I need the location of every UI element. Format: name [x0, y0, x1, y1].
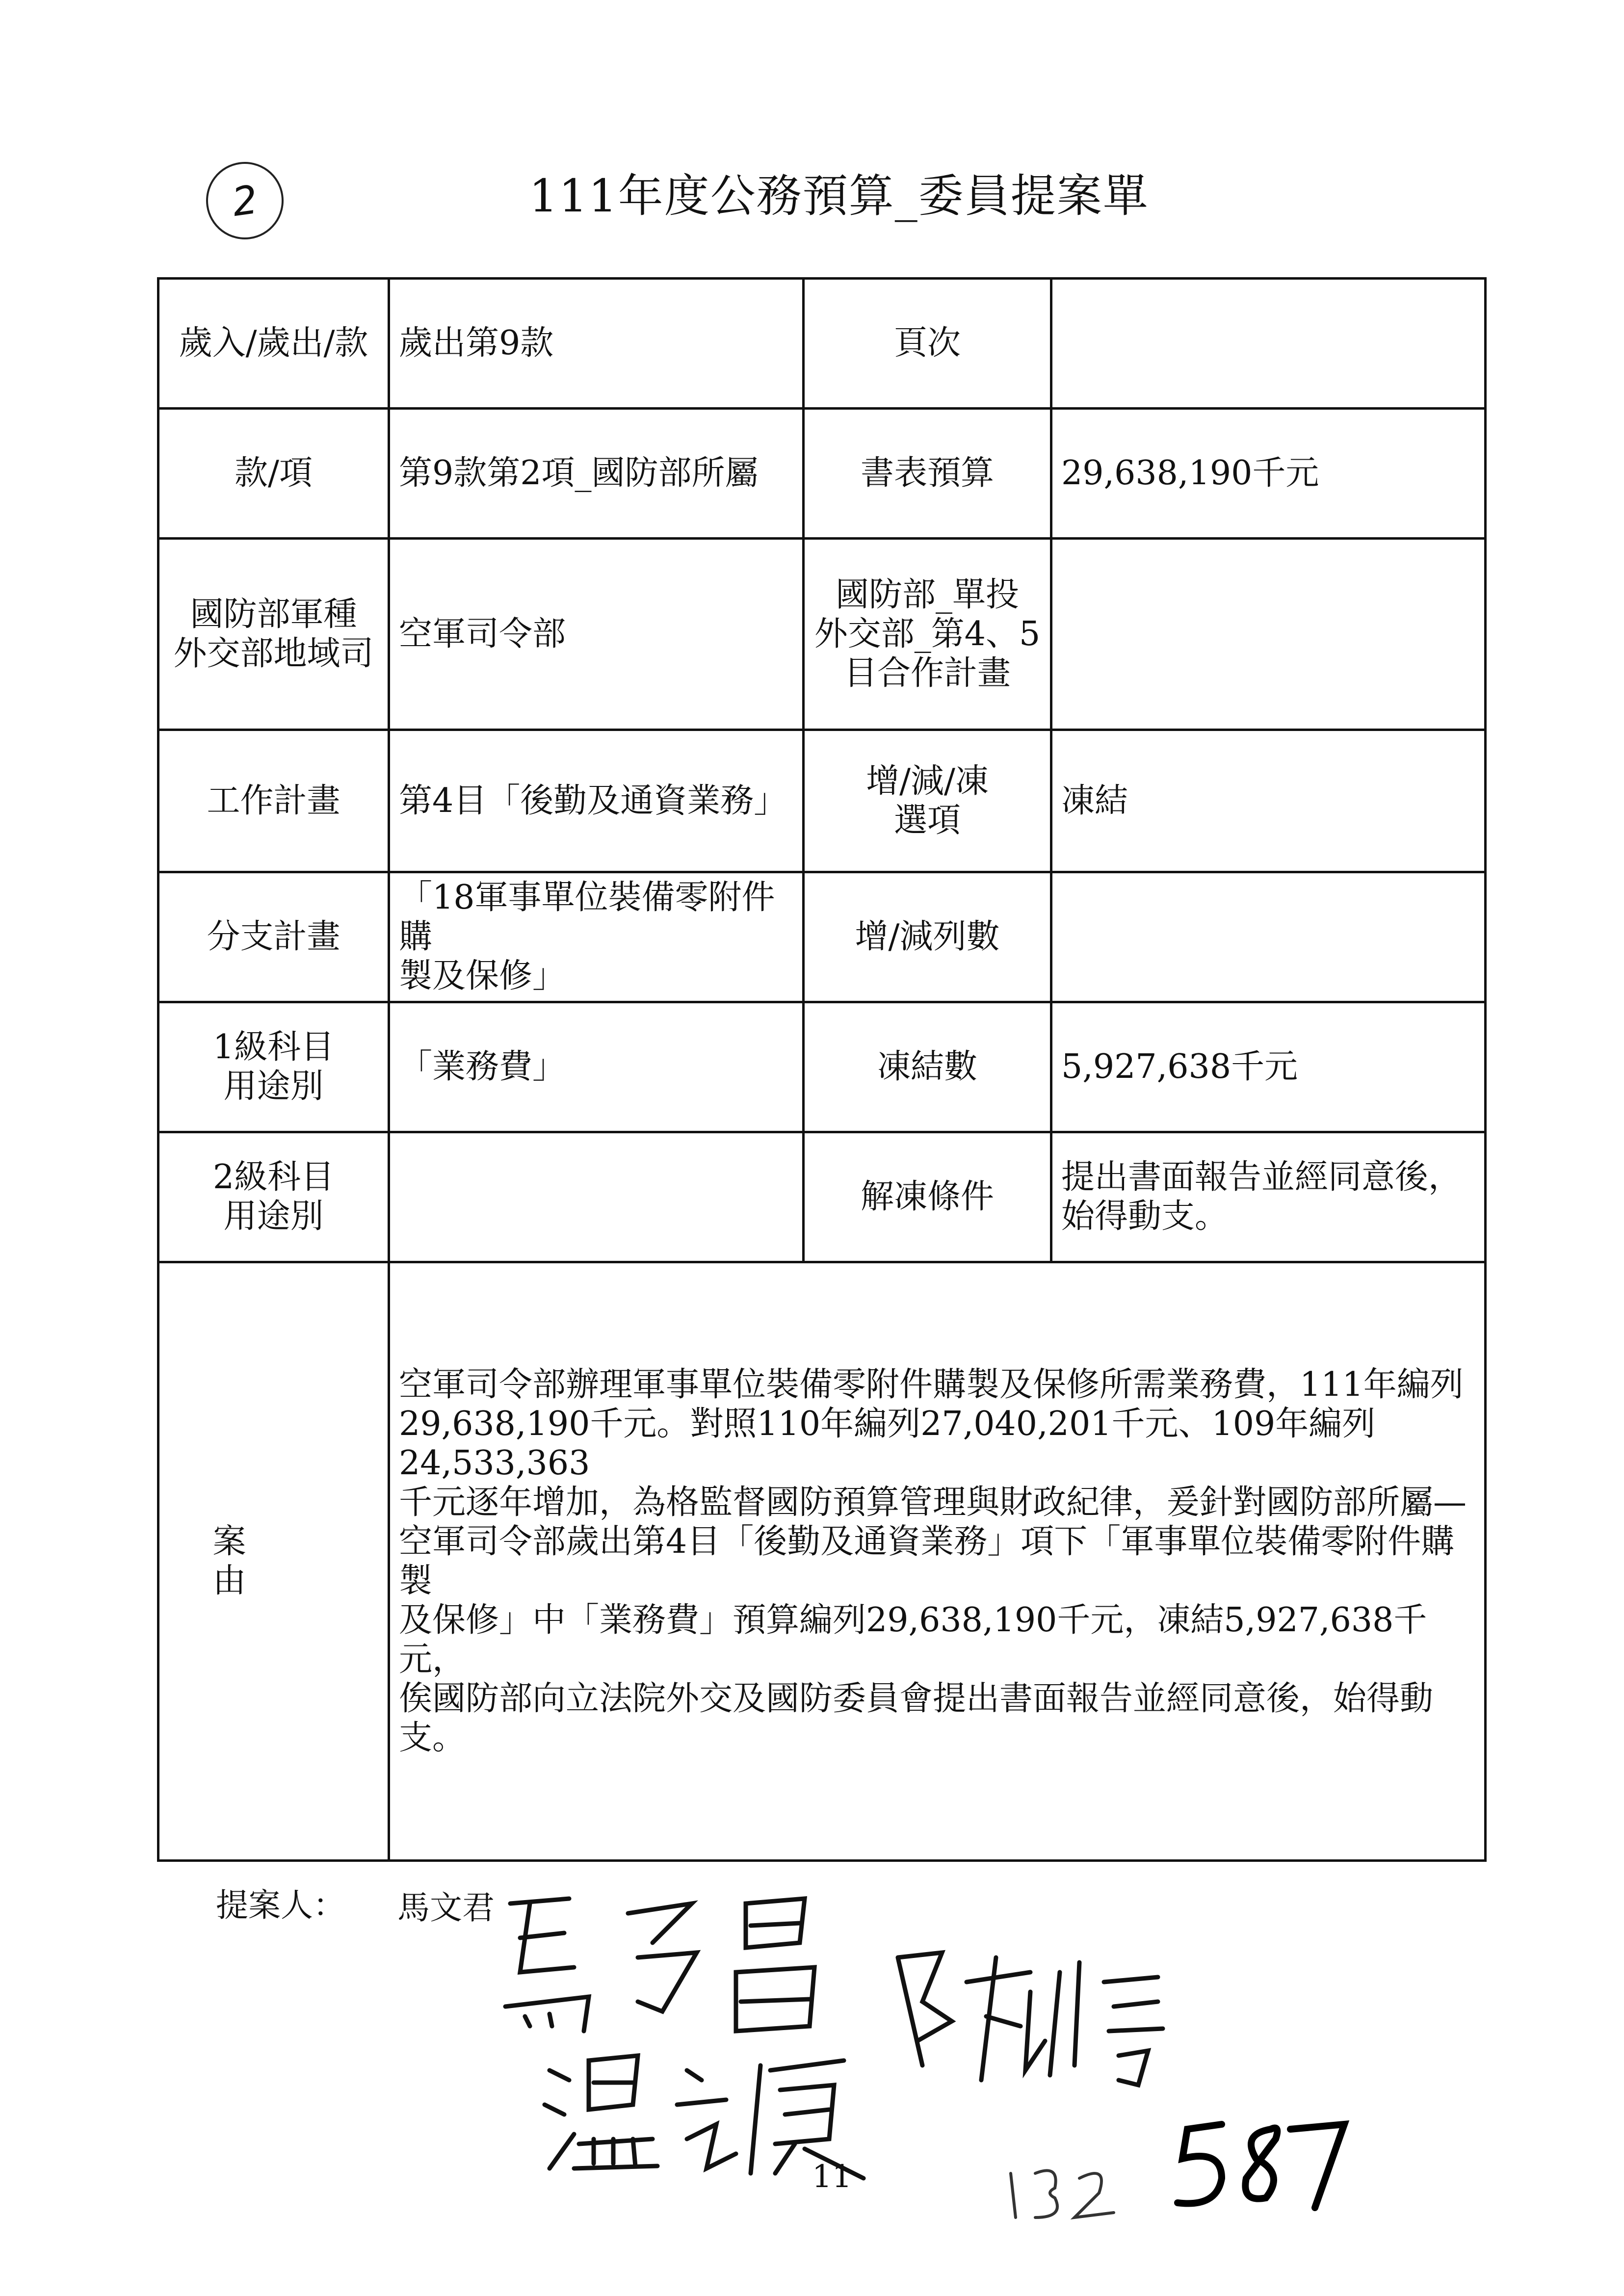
- field-value: 29,638,190千元: [1051, 409, 1486, 539]
- reason-text: [389, 1262, 1486, 1861]
- field-value: 第4目「後勤及通資業務」: [389, 730, 804, 872]
- reason-line: 千元逐年增加，為格監督國防預算管理與財政紀律，爰針對國防部所屬—: [399, 1483, 1467, 1522]
- field-label: 增/減列數: [804, 872, 1051, 1002]
- field-value: [1051, 539, 1486, 730]
- reason-line: 俟國防部向立法院外交及國防委員會提出書面報告並經同意後，始得動: [399, 1679, 1434, 1718]
- field-value: [389, 1132, 804, 1262]
- table-row: [158, 1002, 1486, 1132]
- document-title: 111年度公務預算_委員提案單: [529, 170, 1149, 222]
- reason-line: 及保修」中「業務費」預算編列29,638,190千元，凍結5,927,638千元，: [399, 1600, 1427, 1679]
- field-value: 「18軍事單位裝備零附件購 製及保修」: [389, 872, 804, 1002]
- field-label: 分支計畫: [158, 872, 389, 1002]
- handwritten-number-587: [1168, 2110, 1354, 2218]
- reason-label: 案由: [158, 1262, 389, 1861]
- field-label: 書表預算: [804, 409, 1051, 539]
- table-row: [158, 279, 1486, 409]
- table-row-reason: [158, 1262, 1486, 1861]
- field-value: 第9款第2項_國防部所屬: [389, 409, 804, 539]
- field-label: 工作計畫: [158, 730, 389, 872]
- proposal-form-table: [157, 277, 1487, 1862]
- field-value: [1051, 872, 1486, 1002]
- field-label: 凍結數: [804, 1002, 1051, 1132]
- field-value: 歲出第9款: [389, 279, 804, 409]
- field-label: 解凍條件: [804, 1132, 1051, 1262]
- reason-line: 空軍司令部歲出第4目「後勤及通資業務」項下「軍事單位裝備零附件購製: [399, 1522, 1455, 1600]
- signature-ma-wen-chun: [491, 1884, 834, 2046]
- proposer-label: 提案人：: [216, 1886, 345, 1924]
- field-value: [1051, 279, 1486, 409]
- field-label: 歲入/歲出/款: [158, 279, 389, 409]
- proposer-name: 馬文君: [397, 1889, 495, 1927]
- reason-line: 29,638,190千元。對照110年編列27,040,201千元、109年編列24,533,363: [399, 1404, 1376, 1483]
- field-label: 增/減/凍 選項: [804, 730, 1051, 872]
- handwritten-number-132: [1001, 2154, 1138, 2232]
- reason-line: 支。: [399, 1718, 466, 1757]
- field-label: 2級科目 用途別: [158, 1132, 389, 1262]
- reason-line: 空軍司令部辦理軍事單位裝備零附件購製及保修所需業務費，111年編列: [399, 1365, 1464, 1404]
- circled-number: 2: [229, 176, 261, 225]
- field-value: 提出書面報告並經同意後， 始得動支。: [1051, 1132, 1486, 1262]
- field-label: 國防部_單投 外交部_第4、5 目合作計畫: [804, 539, 1051, 730]
- page-number: 11: [812, 2159, 852, 2195]
- circled-number-mark: [201, 157, 288, 244]
- table-row: [158, 409, 1486, 539]
- signature-chen-po-wei: [883, 1943, 1217, 2090]
- table-row: [158, 872, 1486, 1002]
- field-label: 國防部軍種 外交部地域司: [158, 539, 389, 730]
- field-value: 5,927,638千元: [1051, 1002, 1486, 1132]
- field-label: 頁次: [804, 279, 1051, 409]
- table-row: [158, 1132, 1486, 1262]
- table-row: [158, 730, 1486, 872]
- field-label: 1級科目 用途別: [158, 1002, 389, 1132]
- field-label: 款/項: [158, 409, 389, 539]
- field-value: 空軍司令部: [389, 539, 804, 730]
- table-row: [158, 539, 1486, 730]
- field-value: 「業務費」: [389, 1002, 804, 1132]
- field-value: 凍結: [1051, 730, 1486, 872]
